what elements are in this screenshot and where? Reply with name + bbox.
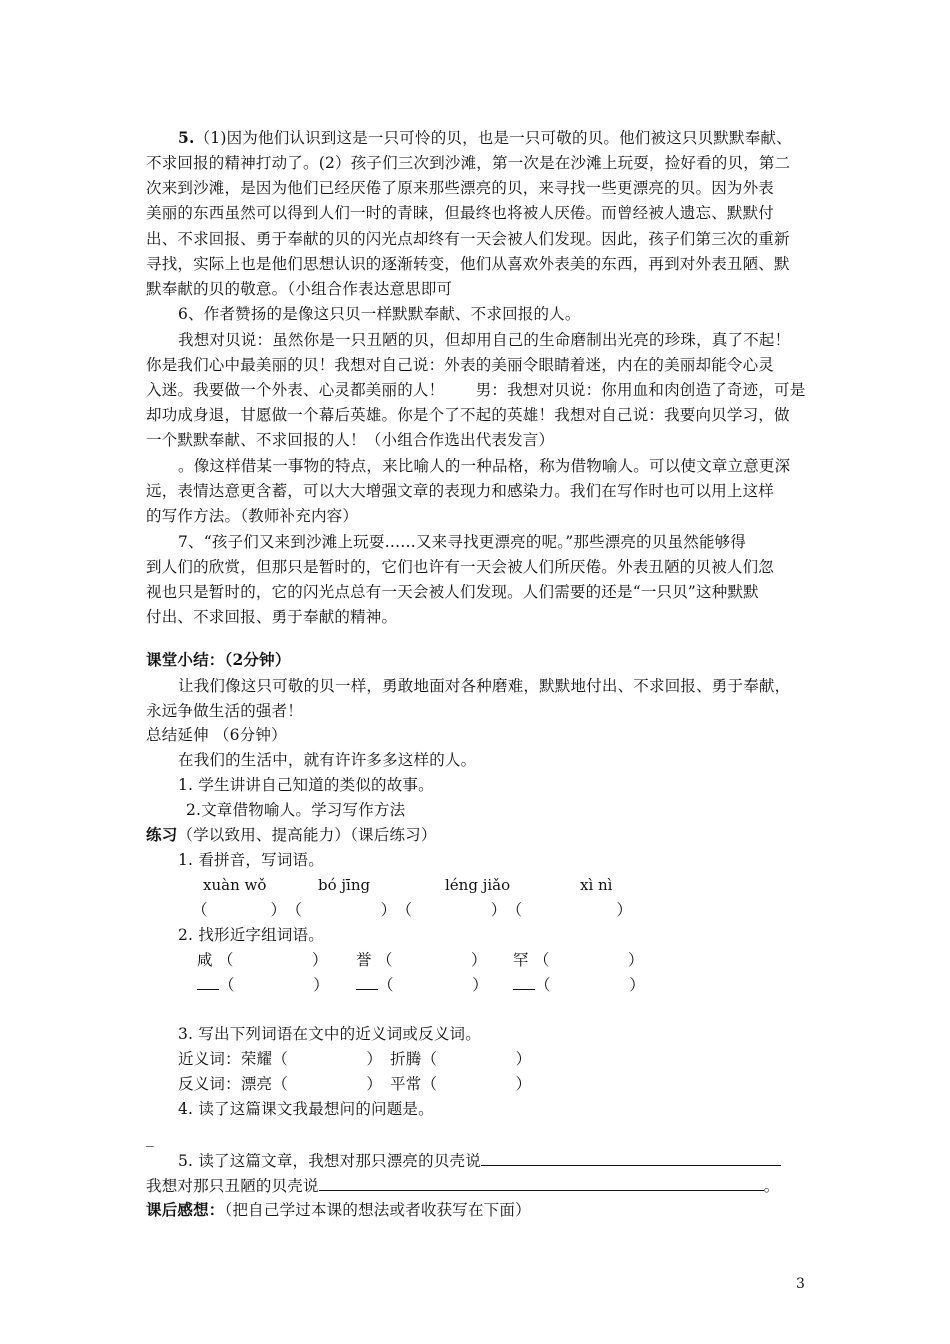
summary-heading: 课堂小结：（2分钟） xyxy=(146,650,291,669)
practice-q4: 4. 读了这篇课文我最想问的问题是。 xyxy=(178,1100,434,1118)
char-1-blank[interactable]: （ ） xyxy=(217,951,328,969)
speech-line-5: 一个默默奉献、不求回报的人！（小组合作选出代表发言） xyxy=(146,431,555,449)
practice-q2: 2. 找形近字组词语。 xyxy=(178,926,324,944)
practice-q5-line-1: 5. 读了这篇文章，我想对那只漂亮的贝壳说 xyxy=(178,1149,781,1173)
antonym-blank-2[interactable]: （ ） xyxy=(421,1075,532,1093)
speech-line-2: 你是我们心中最美丽的贝！我想对自己说：外表的美丽令眼睛着迷，内在的美丽却能令心灵 xyxy=(146,356,775,374)
summary-line-1: 让我们像这只可敬的贝一样，勇敢地面对各种磨难，默默地付出、不求回报、勇于奉献， xyxy=(178,677,791,695)
pinyin-2: bó jīng xyxy=(318,876,371,894)
extension-line-1: 在我们的生活中，就有许许多多这样的人。 xyxy=(178,751,477,769)
synonym-blank-2[interactable]: （ ） xyxy=(421,1050,532,1068)
pinyin-answer-row[interactable]: （ ） （ ） （ ） （ ） xyxy=(192,901,633,919)
technique-line-3: 的写作方法。（教师补充内容） xyxy=(146,507,359,525)
char-3-blank[interactable]: （ ） xyxy=(533,951,644,969)
answer-6: 6、作者赞扬的是像这只贝一样默默奉献、不求回报的人。 xyxy=(178,305,581,323)
pinyin-4: xì nì xyxy=(580,876,613,894)
practice-heading: 练习（学以致用、提高能力）（课后练习） xyxy=(146,825,437,844)
similar-char-2: 誉 （ ） xyxy=(356,951,487,969)
pinyin-3: léng jiǎo xyxy=(445,876,511,894)
pinyin-1: xuàn wǒ xyxy=(203,876,267,894)
answer-5-line-7: 默奉献的贝的敬意。（小组合作表达意思即可 xyxy=(146,280,453,298)
answer-7-line-3: 视也只是暂时的，它的闪光点总有一天会被人们发现。人们需要的还是“一只贝”这种默默 xyxy=(146,583,759,601)
answer-5-line-1: 5.（1)因为他们认识到这是一只可怜的贝，也是一只可敬的贝。他们被这只贝默默奉献、 xyxy=(178,128,792,147)
extension-line-3: 2.文章借物喻人。学习写作方法 xyxy=(186,801,406,819)
answer-5-line-6: 寻找，实际上也是他们思想认识的逐渐转变，他们从喜欢外表美的东西，再到对外表丑陋、默 xyxy=(146,255,790,273)
q5-blank-2[interactable] xyxy=(319,1174,764,1191)
summary-line-2: 永远争做生活的强者！ xyxy=(146,702,304,720)
char-2-blank[interactable]: （ ） xyxy=(376,951,487,969)
answer-7-line-4: 付出、不求回报、勇于奉献的精神。 xyxy=(146,608,398,626)
similar-char-3: 罕 （ ） xyxy=(513,951,644,969)
answer-5-line-2: 不求回报的精神打动了。(2）孩子们三次到沙滩，第一次是在沙滩上玩耍，捡好看的贝，第二 xyxy=(146,154,791,172)
similar-char-blank-2[interactable]: （ ） xyxy=(356,973,488,997)
practice-q3: 3. 写出下列词语在文中的近义词或反义词。 xyxy=(178,1025,481,1043)
page-number: 3 xyxy=(796,1276,805,1292)
q4-answer-dash[interactable]: _ xyxy=(146,1129,154,1147)
technique-line-1: 。像这样借某一事物的特点，来比喻人的一种品格，称为借物喻人。可以使文章立意更深 xyxy=(178,457,791,475)
extension-line-2: 1. 学生讲讲自己知道的类似的故事。 xyxy=(178,776,434,794)
answer-7-line-2: 到人们的欣赏，但那只是暂时的，它们也许有一天会被人们所厌倦。外表丑陋的贝被人们忽 xyxy=(146,558,775,576)
q5-blank-1[interactable] xyxy=(481,1149,781,1166)
antonym-blank-1[interactable]: （ ） xyxy=(272,1075,375,1093)
practice-q5-line-2: 我想对那只丑陋的贝壳说 。 xyxy=(146,1174,779,1198)
reflection-heading: 课后感想：（把自己学过本课的想法或者收获写在下面） xyxy=(146,1200,531,1219)
answer-5-line-4: 美丽的东西虽然可以得到人们一时的青睐，但最终也将被人厌倦。而曾经被人遗忘、默默付 xyxy=(146,204,775,222)
technique-line-2: 远，表情达意更含蓄，可以大大增强文章的表现力和感染力。我们在写作时也可以用上这样 xyxy=(146,482,775,500)
practice-q1: 1. 看拼音，写词语。 xyxy=(178,851,324,869)
answer-7-line-1: 7、“孩子们又来到沙滩上玩耍……又来寻找更漂亮的呢。”那些漂亮的贝虽然能够得 xyxy=(178,533,747,551)
antonym-row: 反义词：漂亮（ ） 平常（ ） xyxy=(178,1075,532,1093)
similar-char-blank-1[interactable]: （ ） xyxy=(197,973,329,997)
answer-5-number: 5. xyxy=(178,128,195,147)
extension-heading: 总结延伸 （6分钟） xyxy=(146,726,287,744)
synonym-row: 近义词：荣耀（ ） 折腾（ ） xyxy=(178,1050,532,1068)
answer-5-line-5: 出、不求回报、勇于奉献的贝的闪光点却终有一天会被人们发现。因此，孩子们第三次的重新 xyxy=(146,230,790,248)
synonym-blank-1[interactable]: （ ） xyxy=(272,1050,375,1068)
similar-char-blank-3[interactable]: （ ） xyxy=(513,973,645,997)
speech-line-3: 入迷。我要做一个外表、心灵都美丽的人！ 男：我想对贝说：你用血和肉创造了奇迹，可是 xyxy=(146,381,806,399)
answer-5-line-3: 次来到沙滩，是因为他们已经厌倦了原来那些漂亮的贝，来寻找一些更漂亮的贝。因为外表 xyxy=(146,179,775,197)
speech-line-4: 却功成身退，甘愿做一个幕后英雄。你是个了不起的英雄！我想对自己说：我要向贝学习，做 xyxy=(146,406,790,424)
similar-char-1: 咸 （ ） xyxy=(197,951,328,969)
speech-line-1: 我想对贝说：虽然你是一只丑陋的贝，但却用自己的生命磨制出光亮的珍珠，真了不起！ xyxy=(178,331,791,349)
